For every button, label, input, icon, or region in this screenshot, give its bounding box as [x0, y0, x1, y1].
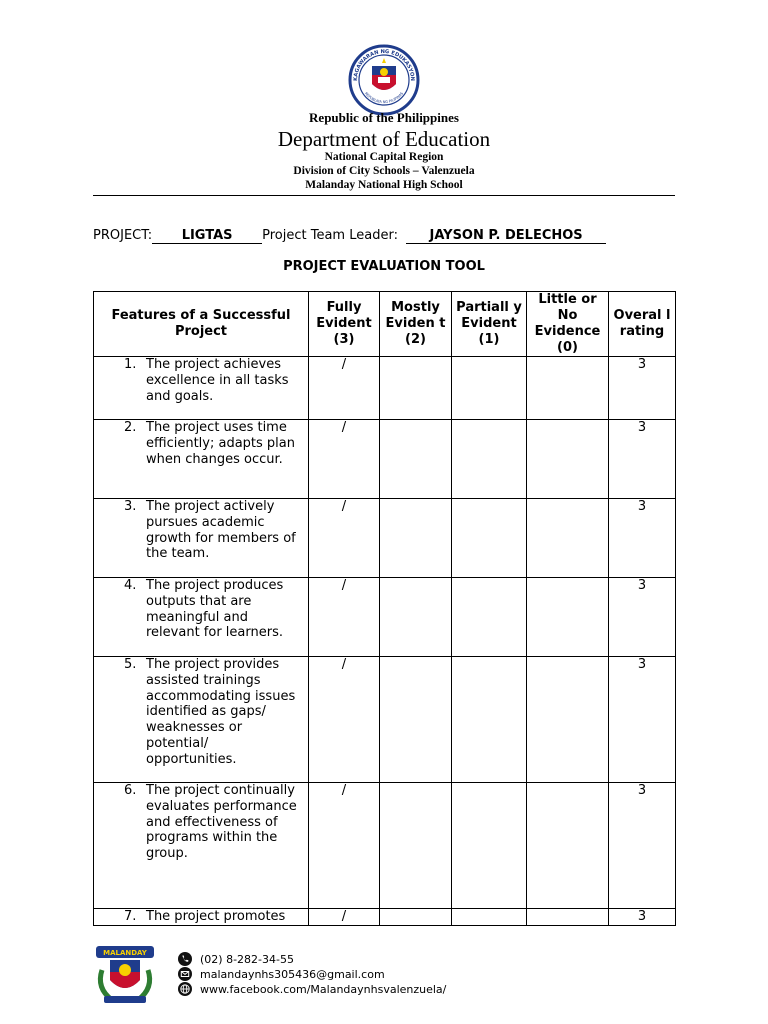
header-features: Features of a Successful Project — [94, 292, 309, 357]
header-little-evidence: Little or No Evidence (0) — [527, 292, 609, 357]
contact-email — [178, 967, 385, 981]
mostly-evident-cell — [380, 499, 452, 578]
feature-text: The project provides assisted trainings accommodating issues identified as gaps/ weaknesses or potential/ opportunities. — [146, 657, 296, 767]
fully-evident-cell — [309, 357, 380, 420]
mostly-evident-cell — [380, 783, 452, 909]
feature-cell — [94, 783, 309, 909]
republic-heading: Republic of the Philippines — [309, 110, 459, 125]
little-evidence-cell — [527, 909, 609, 926]
little-evidence-cell — [527, 499, 609, 578]
globe-icon — [178, 982, 192, 996]
mostly-evident-cell — [380, 420, 452, 499]
feature-cell — [94, 578, 309, 657]
check-mark: / — [341, 357, 347, 372]
overall-rating-cell: 3 — [609, 783, 676, 909]
feature-number: 4. — [124, 578, 137, 593]
header-divider — [93, 195, 675, 196]
region-heading: National Capital Region — [324, 151, 444, 163]
table-row — [94, 420, 676, 499]
partially-evident-cell — [452, 783, 527, 909]
fully-evident-cell — [309, 499, 380, 578]
mostly-evident-cell — [380, 909, 452, 926]
fully-evident-cell — [309, 909, 380, 926]
check-mark: / — [341, 657, 347, 672]
project-info-line — [93, 228, 606, 244]
phone-icon — [178, 952, 192, 966]
fully-evident-cell — [309, 783, 380, 909]
partially-evident-cell — [452, 357, 527, 420]
feature-number: 2. — [124, 420, 137, 435]
feature-cell — [94, 657, 309, 783]
little-evidence-cell — [527, 578, 609, 657]
overall-rating-cell: 3 — [609, 657, 676, 783]
little-evidence-cell — [527, 420, 609, 499]
overall-rating-cell: 3 — [609, 420, 676, 499]
evaluation-table — [93, 291, 676, 926]
header-overall-rating: Overal l rating — [609, 292, 676, 357]
overall-rating-cell: 3 — [609, 909, 676, 926]
partially-evident-cell — [452, 909, 527, 926]
project-name: LIGTAS — [152, 228, 262, 244]
check-mark: / — [341, 783, 347, 798]
check-mark: / — [341, 499, 347, 514]
contact-phone — [178, 952, 294, 966]
header-partially-evident: Partiall y Evident (1) — [452, 292, 527, 357]
header-mostly-evident: Mostly Eviden t (2) — [380, 292, 452, 357]
feature-number: 5. — [124, 657, 137, 672]
check-mark: / — [341, 420, 347, 435]
feature-text: The project promotes — [146, 909, 286, 924]
overall-rating-cell: 3 — [609, 499, 676, 578]
feature-cell — [94, 909, 309, 926]
deped-seal-logo — [348, 44, 420, 116]
table-row — [94, 578, 676, 657]
fully-evident-cell — [309, 657, 380, 783]
feature-text: The project uses time efficiently; adapts plan when changes occur. — [146, 420, 295, 467]
contact-website — [178, 982, 446, 996]
fully-evident-cell — [309, 578, 380, 657]
mostly-evident-cell — [380, 657, 452, 783]
mostly-evident-cell — [380, 578, 452, 657]
overall-rating-cell: 3 — [609, 357, 676, 420]
feature-text: The project actively pursues academic growth for members of the team. — [146, 499, 296, 562]
feature-text: The project achieves excellence in all tasks and goals. — [146, 357, 289, 404]
header-fully-evident: Fully Evident (3) — [309, 292, 380, 357]
evaluation-tool-title: PROJECT EVALUATION TOOL — [283, 259, 485, 274]
feature-cell — [94, 420, 309, 499]
email-text: malandaynhs305436@gmail.com — [200, 967, 385, 981]
feature-number: 3. — [124, 499, 137, 514]
table-row — [94, 909, 676, 926]
little-evidence-cell — [527, 783, 609, 909]
table-row — [94, 783, 676, 909]
mostly-evident-cell — [380, 357, 452, 420]
feature-number: 7. — [124, 909, 137, 924]
little-evidence-cell — [527, 357, 609, 420]
school-heading: Malanday National High School — [305, 179, 463, 191]
svg-text:REPUBLIKA NG PILIPINAS: REPUBLIKA NG PILIPINAS — [363, 91, 405, 105]
leader-name: JAYSON P. DELECHOS — [406, 228, 606, 244]
website-text: www.facebook.com/Malandaynhsvalenzuela/ — [200, 982, 447, 996]
department-heading: Department of Education — [277, 127, 491, 151]
feature-cell — [94, 357, 309, 420]
feature-text: The project continually evaluates performance and effectiveness of programs within the group. — [146, 783, 297, 862]
feature-number: 6. — [124, 783, 137, 798]
feature-cell — [94, 499, 309, 578]
phone-text: (02) 8-282-34-55 — [200, 952, 294, 966]
division-heading: Division of City Schools – Valenzuela — [293, 165, 475, 177]
partially-evident-cell — [452, 657, 527, 783]
partially-evident-cell — [452, 420, 527, 499]
partially-evident-cell — [452, 499, 527, 578]
project-label: PROJECT: — [93, 228, 153, 243]
feature-text: The project produces outputs that are meaningful and relevant for learners. — [146, 578, 284, 641]
email-icon — [178, 967, 192, 981]
malanday-school-logo — [90, 940, 160, 1006]
table-row — [94, 357, 676, 420]
table-row — [94, 499, 676, 578]
svg-text:MALANDAY: MALANDAY — [103, 949, 147, 957]
table-header-row — [94, 292, 676, 357]
check-mark: / — [341, 909, 347, 924]
partially-evident-cell — [452, 578, 527, 657]
leader-label: Project Team Leader: — [262, 228, 398, 243]
svg-text:KAGAWARAN NG EDUKASYON: KAGAWARAN NG EDUKASYON — [352, 48, 416, 82]
overall-rating-cell: 3 — [609, 578, 676, 657]
feature-number: 1. — [124, 357, 137, 372]
fully-evident-cell — [309, 420, 380, 499]
little-evidence-cell — [527, 657, 609, 783]
check-mark: / — [341, 578, 347, 593]
table-row — [94, 657, 676, 783]
